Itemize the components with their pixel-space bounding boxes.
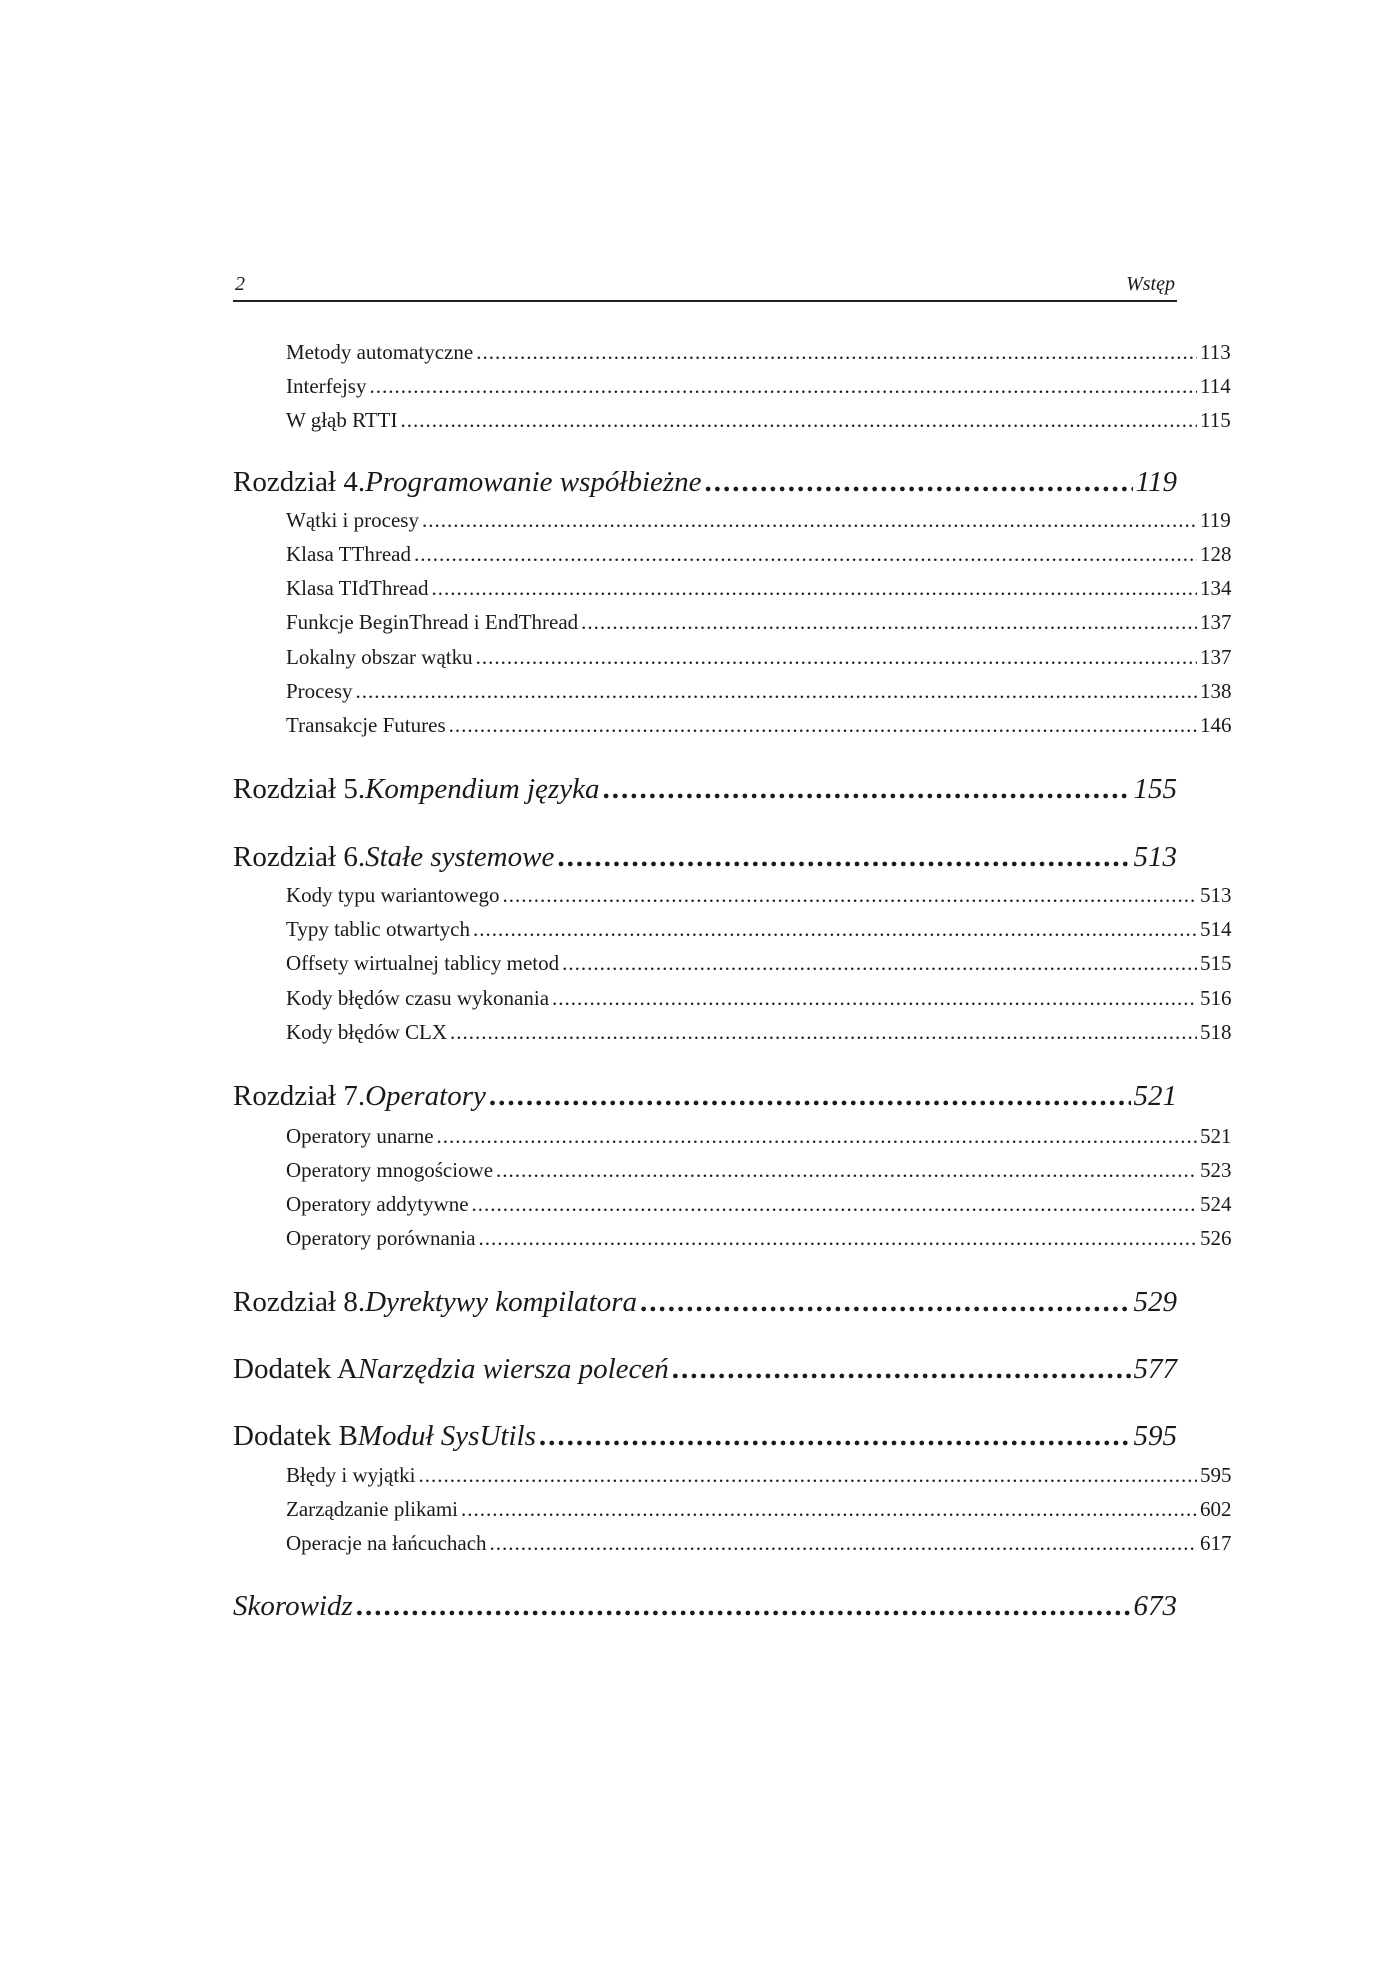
running-title: Wstęp [1126,273,1175,295]
page-number-ref: 137 [1200,645,1232,669]
page-number-ref: 134 [1200,576,1232,600]
toc-index-entry [233,1590,1177,1623]
section-title: Kody błędów CLX [286,1020,447,1044]
section-title: Operacje na łańcuchach [286,1531,487,1555]
dot-leader [369,374,1197,399]
dot-leader [502,883,1197,908]
page-number: 2 [235,273,245,295]
chapter-title: Programowanie współbieżne [365,466,702,498]
toc-section-entry [233,1463,1230,1488]
section-title: Operatory porównania [286,1226,476,1250]
dot-leader [489,1080,1131,1113]
dot-leader [473,917,1197,942]
dot-leader [422,508,1197,533]
page-number-ref: 521 [1133,1080,1177,1112]
chapter-title: Dyrektywy kompilatora [365,1286,638,1318]
toc-section-entry [233,1192,1230,1217]
section-title: Typy tablic otwartych [286,917,470,941]
page-number-ref: 602 [1200,1497,1232,1521]
page-number-ref: 523 [1200,1158,1232,1182]
page-number-ref: 113 [1200,340,1231,364]
section-title: Metody automatyczne [286,340,474,364]
dot-leader [539,1420,1131,1453]
page-number-ref: 137 [1200,610,1232,634]
section-title: W głąb RTTI [286,408,398,432]
section-title: Kody błędów czasu wykonania [286,986,550,1010]
toc-section-entry [233,1158,1230,1183]
section-title: Funkcje BeginThread i EndThread [286,610,579,634]
toc-section-entry [233,883,1230,908]
section-title: Transakcje Futures [286,713,446,737]
page-number-ref: 115 [1200,408,1231,432]
section-title: Operatory addytywne [286,1192,469,1216]
toc-section-entry [233,542,1230,567]
toc-section-entry [233,508,1230,533]
dot-leader [431,576,1197,601]
toc-chapter-entry [233,773,1177,806]
page-number-ref: 617 [1200,1531,1232,1555]
toc-section-entry [233,408,1230,433]
dot-leader [356,679,1198,704]
page-number-ref: 524 [1200,1192,1232,1216]
toc-section-entry [233,679,1230,704]
page-number-ref: 513 [1133,841,1177,873]
page-number-ref: 518 [1200,1020,1232,1044]
dot-leader [479,1226,1197,1251]
chapter-label: Rozdział 6. [233,841,366,873]
dot-leader [640,1286,1130,1319]
section-title: Klasa TIdThread [286,576,429,600]
dot-leader [557,841,1130,874]
section-title: Offsety wirtualnej tablicy metod [286,951,560,975]
dot-leader [356,1590,1131,1623]
page-number-ref: 529 [1133,1286,1177,1318]
toc-section-entry [233,1531,1230,1556]
dot-leader [472,1192,1197,1217]
page-number-ref: 114 [1200,374,1231,398]
toc-section-entry [233,610,1230,635]
chapter-label: Rozdział 4. [233,466,366,498]
page-number-ref: 155 [1133,773,1177,805]
dot-leader [414,542,1197,567]
page-number-ref: 526 [1200,1226,1232,1250]
chapter-label: Rozdział 7. [233,1080,366,1112]
page-number-ref: 513 [1200,883,1232,907]
page-number-ref: 119 [1135,466,1177,498]
page-number-ref: 119 [1200,508,1231,532]
chapter-title: Kompendium języka [365,773,600,805]
page-number-ref: 128 [1200,542,1232,566]
chapter-label: Rozdział 5. [233,773,366,805]
section-title: Kody typu wariantowego [286,883,500,907]
toc-chapter-entry [233,841,1177,874]
toc-chapter-entry [233,1353,1177,1386]
dot-leader [490,1531,1197,1556]
dot-leader [450,1020,1197,1045]
toc-chapter-entry [233,1420,1177,1453]
dot-leader [437,1124,1197,1149]
dot-leader [496,1158,1197,1183]
page-number-ref: 577 [1133,1353,1177,1385]
page-number-ref: 673 [1133,1590,1177,1622]
toc-chapter-entry [233,466,1177,499]
section-title: Operatory unarne [286,1124,434,1148]
dot-leader [552,986,1197,1011]
chapter-title: Operatory [365,1080,486,1112]
page-number-ref: 595 [1133,1420,1177,1452]
toc-section-entry [233,951,1230,976]
dot-leader [602,773,1130,806]
section-title: Błędy i wyjątki [286,1463,416,1487]
toc-section-entry [233,1020,1230,1045]
section-title: Klasa TThread [286,542,411,566]
dot-leader [476,340,1197,365]
toc-section-entry [233,713,1230,738]
section-title: Wątki i procesy [286,508,419,532]
running-header [233,268,1177,302]
dot-leader [419,1463,1198,1488]
toc-chapter-entry [233,1286,1177,1319]
dot-leader [562,951,1197,976]
page-number-ref: 521 [1200,1124,1232,1148]
dot-leader [672,1353,1131,1386]
page-number-ref: 514 [1200,917,1232,941]
toc-section-entry [233,1124,1230,1149]
chapter-label: Dodatek A [233,1353,358,1385]
section-title: Zarządzanie plikami [286,1497,458,1521]
chapter-label: Rozdział 8. [233,1286,366,1318]
toc-section-entry [233,576,1230,601]
section-title: Procesy [286,679,353,703]
dot-leader [449,713,1197,738]
dot-leader [581,610,1197,635]
chapter-title: Skorowidz [233,1590,353,1622]
toc-section-entry [233,1497,1230,1522]
page-number-ref: 515 [1200,951,1232,975]
toc-section-entry [233,986,1230,1011]
page-number-ref: 595 [1200,1463,1232,1487]
section-title: Operatory mnogościowe [286,1158,494,1182]
toc-section-entry [233,645,1230,670]
chapter-title: Stałe systemowe [365,841,555,873]
dot-leader [705,466,1133,499]
dot-leader [401,408,1198,433]
chapter-label: Dodatek B [233,1420,358,1452]
page-number-ref: 146 [1200,713,1232,737]
chapter-title: Narzędzia wiersza poleceń [357,1353,669,1385]
toc-section-entry [233,1226,1230,1251]
page-number-ref: 516 [1200,986,1232,1010]
toc-section-entry [233,340,1230,365]
toc-chapter-entry [233,1080,1177,1113]
section-title: Interfejsy [286,374,367,398]
dot-leader [476,645,1197,670]
chapter-title: Moduł SysUtils [357,1420,536,1452]
page-number-ref: 138 [1200,679,1232,703]
toc-section-entry [233,374,1230,399]
toc-section-entry [233,917,1230,942]
dot-leader [461,1497,1197,1522]
section-title: Lokalny obszar wątku [286,645,473,669]
